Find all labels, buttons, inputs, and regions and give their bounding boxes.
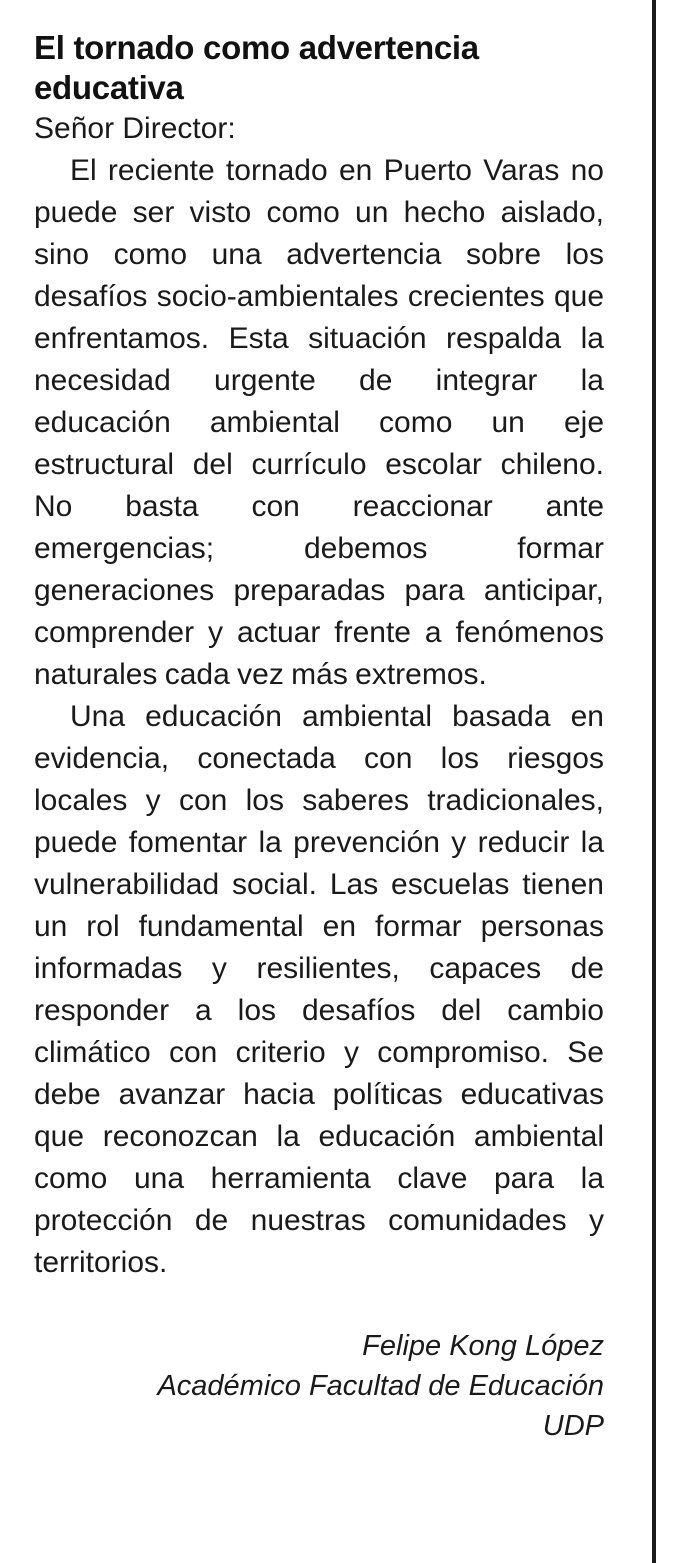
letter-headline: El tornado como advertencia educativa <box>34 29 479 106</box>
column-divider-rule <box>652 0 656 1563</box>
letter-signature <box>34 1326 604 1446</box>
letter-paragraph-1: El reciente tornado en Puerto Varas no puede ser visto como un hecho aislado, sino como una advertencia sobre los desafíos socio-ambientales crecientes que enfrentamos. Esta situación respalda la necesidad urgente de integrar la educación ambiental como un eje estructural del currículo escolar chileno. No basta con reaccionar ante emergencias; debemos formar generaciones preparadas para anticipar, comprender y actuar frente a fenómenos naturales cada vez más extremos. <box>34 154 604 691</box>
letter-salutation: Señor Director: <box>34 112 236 145</box>
signature-title: Académico Facultad de Educación <box>157 1370 604 1402</box>
letter-paragraph-2: Una educación ambiental basada en evidencia, conectada con los riesgos locales y con los saberes tradicionales, puede fomentar la prevención y reducir la vulnerabilidad social. Las escuelas tienen un rol fundamental en formar personas informadas y resilientes, capaces de responder a los desafíos del cambio climático con criterio y compromiso. Se debe avanzar hacia políticas educativas que reconozcan la educación ambiental como una herramienta clave para la protección de nuestras comunidades y territorios. <box>34 700 604 1279</box>
letter-to-editor <box>34 28 604 1446</box>
signature-institution: UDP <box>542 1410 604 1442</box>
signature-name: Felipe Kong López <box>362 1330 604 1362</box>
